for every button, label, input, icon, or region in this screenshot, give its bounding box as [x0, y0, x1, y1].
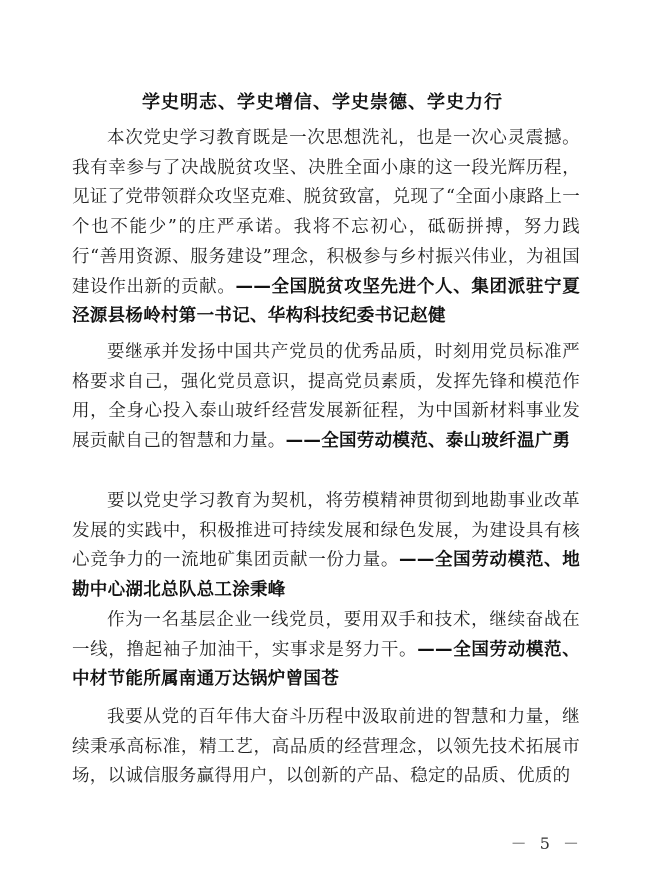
- paragraph-1: [72, 124, 580, 332]
- paragraph-3-text: 要以党史学习教育为契机，将劳模精神贯彻到地勘事业改革发展的实践中，积极推进可持续发展和绿色发展，为建设具有核心竞争力的一流地矿集团贡献一份力量。: [72, 491, 580, 571]
- paragraph-3: [72, 487, 580, 606]
- paragraph-5-text: 我要从党的百年伟大奋斗历程中汲取前进的智慧和力量，继续秉承高标准，精工艺，高品质的经营理念，以领先技术拓展市场，以诚信服务赢得用户，以创新的产品、稳定的品质、优质的: [72, 707, 580, 787]
- paragraph-2-text: 要继承并发扬中国共产党员的优秀品质，时刻用党员标准严格要求自己，强化党员意识，提高党员素质，发挥先锋和模范作用，全身心投入泰山玻纤经营发展新征程，为中国新材料事业发展贡献自己的智慧和力量。: [72, 342, 580, 452]
- paragraph-4: [72, 606, 580, 695]
- page-title: 学史明志、学史增信、学史崇德、学史力行: [142, 92, 503, 113]
- paragraph-2-credit: ——全国劳动模范、泰山玻纤温广勇: [285, 431, 571, 452]
- paragraph-1-credit: ——全国脱贫攻坚先进个人、集团派驻宁夏泾源县杨岭村第一书记、华构科技纪委书记赵健: [72, 276, 581, 327]
- paragraph-3-credit: ——全国劳动模范、地勘中心湖北总队总工涂秉峰: [72, 550, 580, 601]
- paragraph-5: [72, 703, 580, 792]
- paragraph-4-text: 作为一名基层企业一线党员，要用双手和技术，继续奋战在一线，撸起袖子加油干，实事求是努力干。: [72, 610, 580, 660]
- paragraph-1-text: 本次党史学习教育既是一次思想洗礼，也是一次心灵震撼。我有幸参与了决战脱贫攻坚、决胜全面小康的这一段光辉历程，见证了党带领群众攻坚克难、脱贫致富，兑现了“全面小康路上一个也不能少”的庄严承诺。我将不忘初心，砥砺拼搏，努力践行“善用资源、服务建设”理念，积极参与乡村振兴伟业，为祖国建设作出新的贡献。: [72, 128, 580, 297]
- paragraph-2: [72, 338, 580, 457]
- paragraph-4-credit: ——全国劳动模范、中材节能所属南通万达锅炉曾国苍: [72, 639, 581, 690]
- page-number: － 5 －: [510, 834, 583, 853]
